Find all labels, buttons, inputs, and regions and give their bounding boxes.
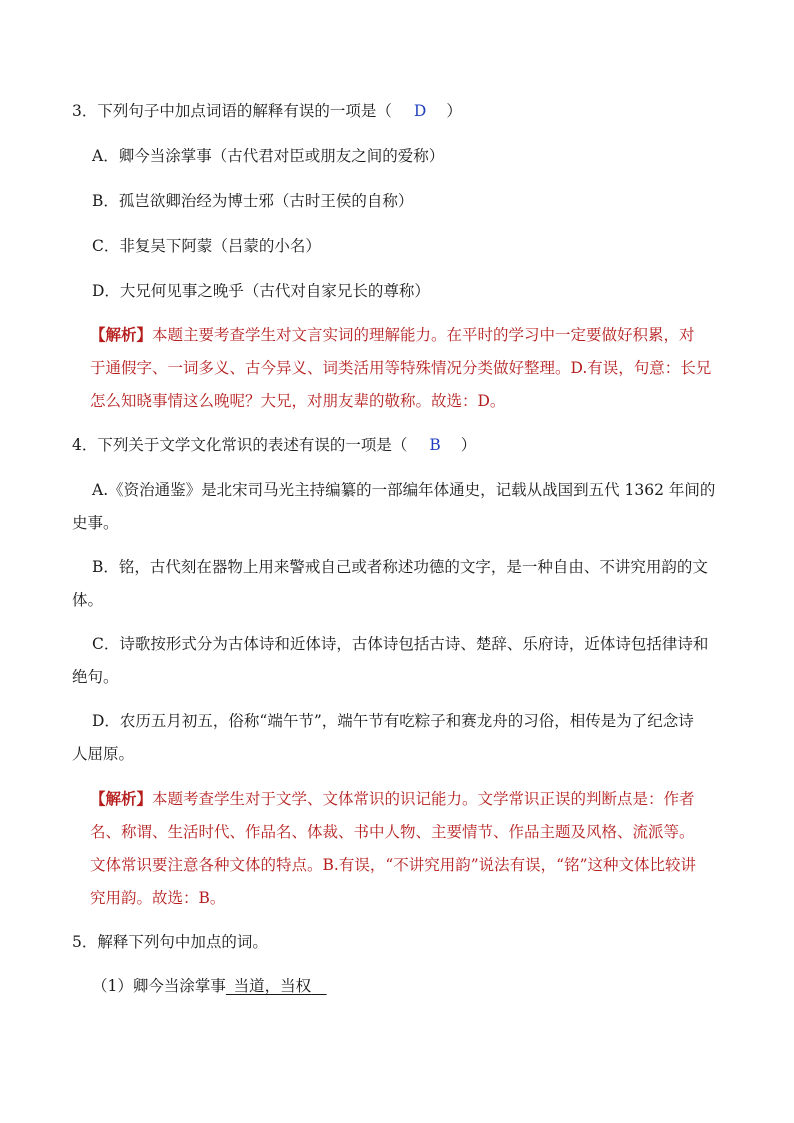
question-4-answer: B — [429, 436, 441, 454]
question-4-option-c-line-2: 绝句。 — [72, 668, 119, 686]
question-3-option-d: D．大兄何见事之晚乎（古代对自家兄长的尊称） — [92, 282, 430, 300]
question-3-option-c: C．非复吴下阿蒙（吕蒙的小名） — [92, 237, 321, 255]
question-4-analysis-line-2: 名、称谓、生活时代、作品名、体裁、书中人物、主要情节、作品主题及风格、流派等。 — [90, 823, 695, 841]
question-5-item-1: （1）卿今当涂掌事 当道，当权 — [92, 975, 327, 997]
question-3-answer: D — [413, 102, 427, 120]
question-3-option-a: A．卿今当涂掌事（古代君对臣或朋友之间的爱称） — [92, 147, 445, 165]
question-3-stem: 3．下列句子中加点词语的解释有误的一项是（ D ） — [72, 102, 462, 120]
question-3-option-b: B．孤岂欲卿治经为博士邪（古时王侯的自称） — [92, 192, 414, 210]
analysis-tag: 【解析】 — [90, 789, 153, 808]
question-3-analysis-line-2: 于通假字、一词多义、古今异义、词类活用等特殊情况分类做好整理。D.有误，句意：长兄 — [90, 359, 712, 377]
question-4-option-d-line-1: D．农历五月初五，俗称“端午节”，端午节有吃粽子和赛龙舟的习俗，相传是为了纪念诗 — [92, 712, 694, 730]
question-4-option-b-line-2: 体。 — [72, 591, 104, 609]
question-4-option-b-line-1: B．铭，古代刻在器物上用来警戒自己或者称述功德的文字，是一种自由、不讲究用韵的文 — [92, 558, 708, 576]
question-4-analysis-line-1: 【解析】本题考查学生对于文学、文体常识的识记能力。文学常识正误的判断点是：作者 — [90, 789, 695, 808]
question-3-analysis-line-3: 怎么知晓事情这么晚呢？大兄，对朋友辈的敬称。故选：D。 — [90, 392, 506, 410]
question-4-option-a-line-1: A.《资治通鉴》是北宋司马光主持编纂的一部编年体通史，记载从战国到五代 1362 年间的 — [92, 481, 716, 499]
question-4-option-d-line-2: 人屈原。 — [72, 745, 135, 763]
analysis-tag: 【解析】 — [90, 325, 153, 344]
question-4-option-c-line-1: C．诗歌按形式分为古体诗和近体诗，古体诗包括古诗、楚辞、乐府诗，近体诗包括律诗和 — [92, 635, 709, 653]
question-4-analysis-line-4: 究用韵。故选：B。 — [90, 889, 226, 907]
question-4-option-a-line-2: 史事。 — [72, 514, 119, 532]
question-4-stem: 4．下列关于文学文化常识的表述有误的一项是（ B ） — [72, 436, 477, 454]
question-3-analysis-line-1: 【解析】本题主要考查学生对文言实词的理解能力。在平时的学习中一定要做好积累，对 — [90, 325, 695, 344]
question-5-item-1-answer: 当道，当权 — [233, 977, 312, 995]
question-5-stem: 5．解释下列句中加点的词。 — [72, 933, 268, 951]
question-4-analysis-line-3: 文体常识要注意各种文体的特点。B.有误，“不讲究用韵”说法有误，“铭”这种文体比较讲 — [90, 856, 697, 874]
